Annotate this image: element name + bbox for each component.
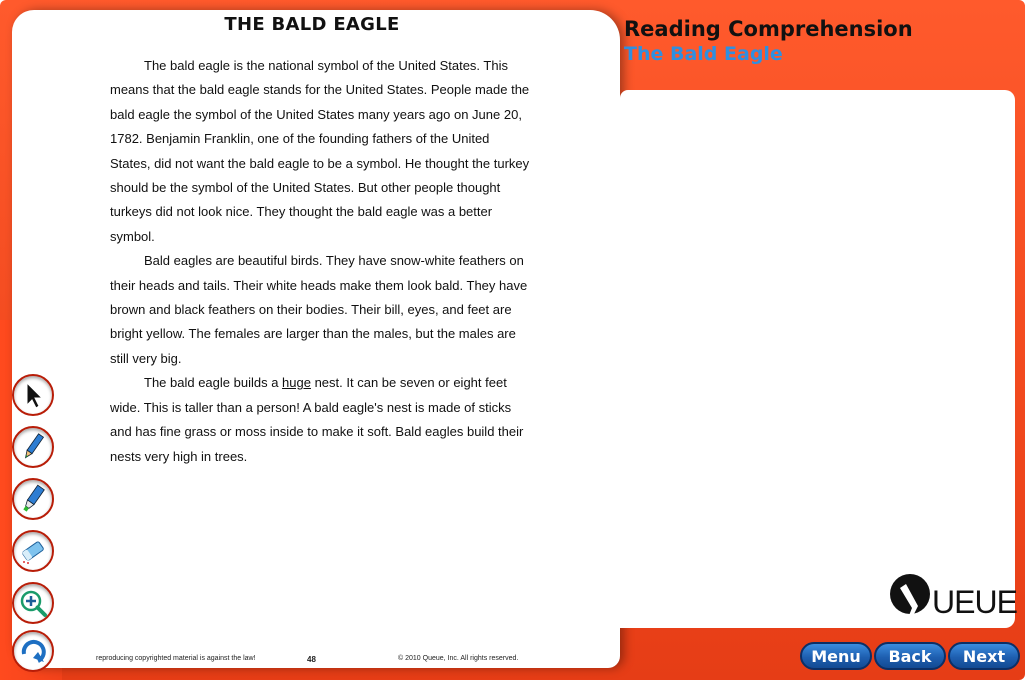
highlighter-icon (18, 484, 48, 514)
paragraph-1: The bald eagle is the national symbol of the United States. This means that the bald eagle stands for the United States. People made the bald eagle the symbol of the United States many years ago on June 20, 1782. Benjamin Franklin, one of the founding fathers of the United States, did not want the bald eagle to be a symbol. He thought the turkey should be the symbol of the United States. But other people thought turkeys did not look nice. They thought the bald eagle was a better symbol. (110, 58, 530, 244)
page-title: THE BALD EAGLE (224, 14, 400, 35)
page-number: 48 (307, 655, 316, 664)
paragraph-2: Bald eagles are beautiful birds. They have snow-white feathers on their heads and tails. Their white heads make them look bald. They have brown and black feathers on their bodies. Their bill, eyes, and feet are bright yellow. The females are larger than the males, but the males are still very big. (110, 253, 528, 366)
eraser-tool-button[interactable] (12, 530, 54, 572)
cursor-arrow-icon (18, 380, 48, 410)
eraser-icon (18, 536, 48, 566)
activity-subtitle: The Bald Eagle (624, 43, 783, 65)
pen-tool-button[interactable] (12, 426, 54, 468)
answer-panel (620, 90, 1015, 628)
vocab-word-huge: huge (282, 375, 311, 391)
paragraph-3: The bald eagle builds a huge nest. It can be seven or eight feet wide. This is taller than a person! A bald eagle's nest is made of sticks and has fine grass or moss inside to make it soft. Bald eagles build their nests very high in trees. (110, 375, 524, 464)
queue-q-icon (888, 572, 932, 622)
undo-arrow-icon (18, 636, 48, 666)
zoom-tool-button[interactable] (12, 582, 54, 624)
pencil-icon (18, 432, 48, 462)
highlighter-tool-button[interactable] (12, 478, 54, 520)
activity-title: Reading Comprehension (624, 17, 913, 41)
pointer-tool-button[interactable] (12, 374, 54, 416)
passage-text (110, 54, 530, 469)
zoom-in-icon (18, 588, 48, 618)
copyright-text: © 2010 Queue, Inc. All rights reserved. (398, 655, 519, 662)
copyright-notice: reproducing copyrighted material is against the law! (96, 655, 256, 662)
menu-button[interactable]: Menu (800, 642, 872, 670)
logo-text: UEUE (932, 584, 1017, 620)
next-button[interactable]: Next (948, 642, 1020, 670)
undo-tool-button[interactable] (12, 630, 54, 672)
back-button[interactable]: Back (874, 642, 946, 670)
queue-logo (888, 570, 1017, 622)
reading-page (12, 10, 620, 668)
